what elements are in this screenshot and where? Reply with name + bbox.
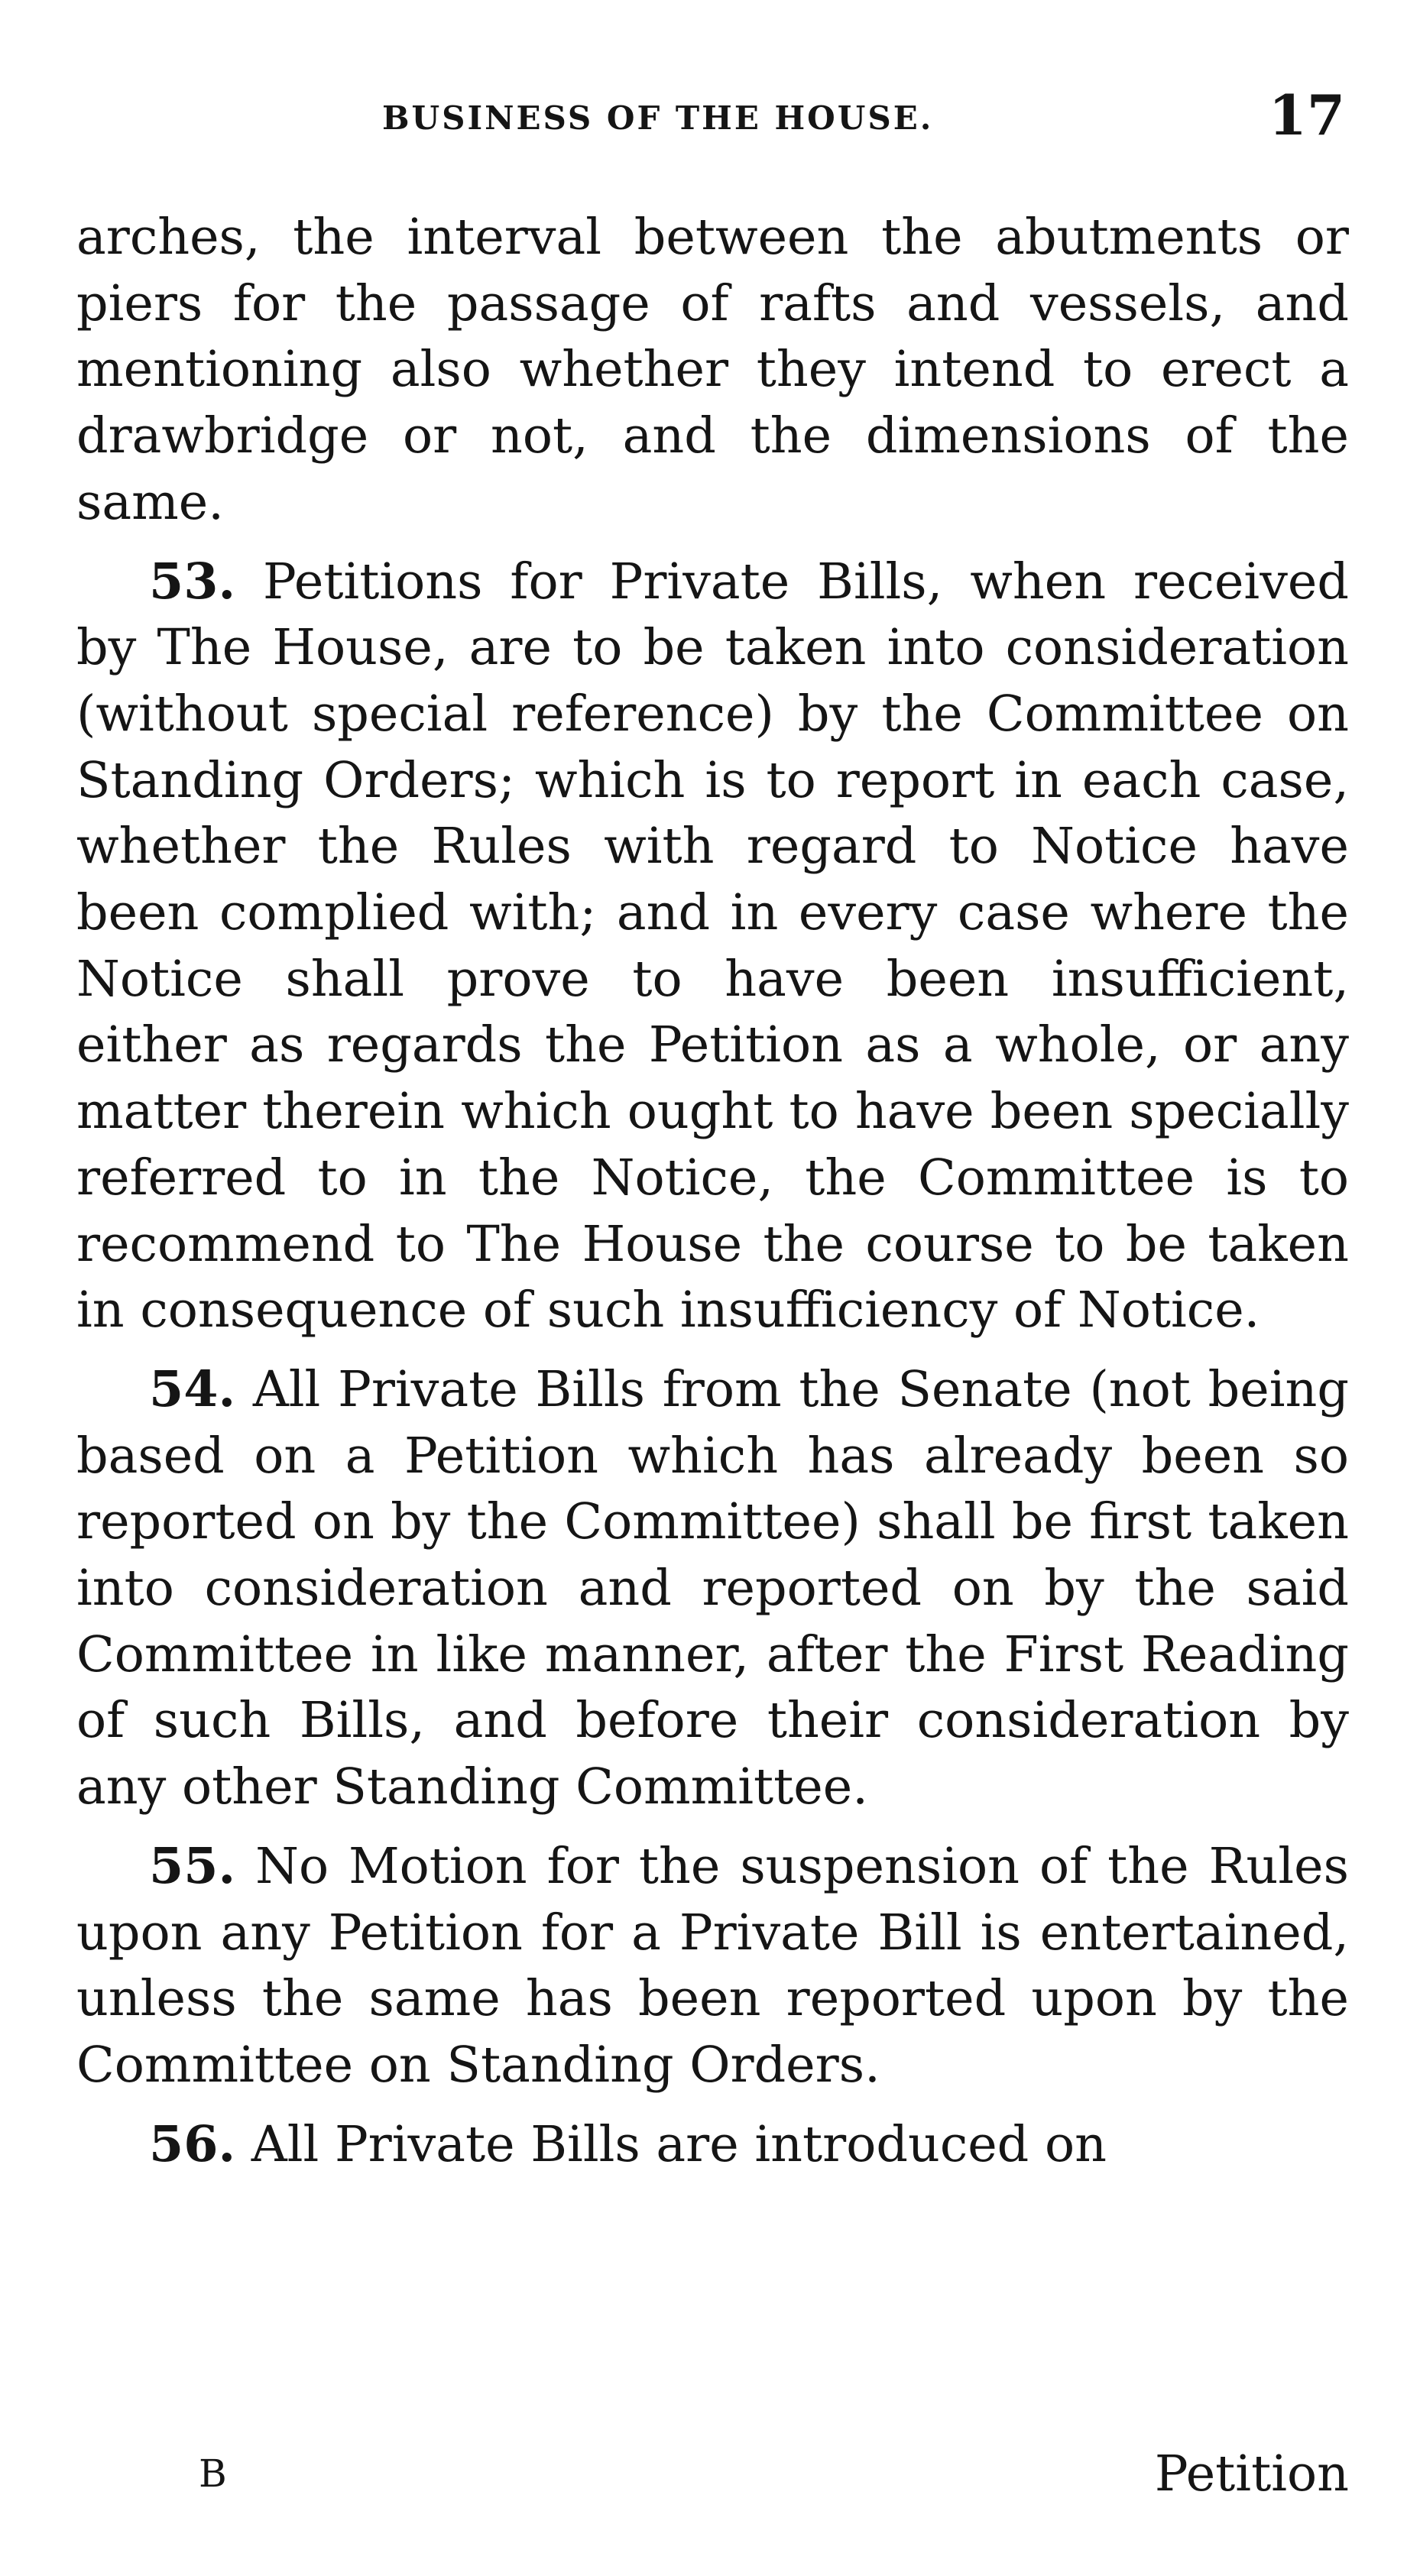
rule-number: 54. <box>149 1359 236 1418</box>
signature-mark: B <box>199 2451 227 2496</box>
page-number: 17 <box>1268 83 1345 147</box>
paragraph-text: No Motion for the suspension of the Rules upon any Petition for a Private Bill is entertained, unless the same has been reported upon by the Committee on Standing Orders. <box>76 1837 1349 2094</box>
rule-number: 55. <box>149 1836 236 1895</box>
catchword: Petition <box>1154 2445 1349 2503</box>
rule-number: 53. <box>149 552 236 611</box>
paragraph-text: arches, the interval between the abutments or piers for the passage of rafts and vessels, and mentioning also whether they intend to erect a drawbridge or not, and the dimensions of the same. <box>76 209 1349 531</box>
paragraph-continuation <box>76 205 1349 536</box>
paragraph-text: All Private Bills from the Senate (not being based on a Petition which has already been so reported on by the Committee) shall be first taken into consideration and reported on by the said Committee in like manner, after the First Reading of such Bills, and before their consideration by any other Standing Committee. <box>76 1360 1349 1816</box>
paragraph-text: Petitions for Private Bills, when received by The House, are to be taken into consideration (without special reference) by the Committee on Standing Orders; which is to report in each case, whether the Rules with regard to Notice have been complied with; and in every case where the Notice shall prove to have been insufficient, either as regards the Petition as a whole, or any matter therein which ought to have been specially referred to in the Notice, the Committee is to recommend to The House the course to be taken in consequence of such insufficiency of Notice. <box>76 552 1350 1340</box>
paragraph-text: All Private Bills are introduced on <box>251 2115 1107 2173</box>
rule-number: 56. <box>149 2114 236 2173</box>
running-head <box>84 83 1345 151</box>
running-title: BUSINESS OF THE HOUSE. <box>382 99 934 137</box>
paragraph-rule-56 <box>76 2111 1349 2179</box>
paragraph-rule-54 <box>76 1356 1349 1821</box>
paragraph-rule-53 <box>76 549 1349 1344</box>
body-text <box>76 205 1349 2178</box>
paragraph-rule-55 <box>76 1833 1349 2099</box>
page-footer <box>76 2445 1349 2514</box>
